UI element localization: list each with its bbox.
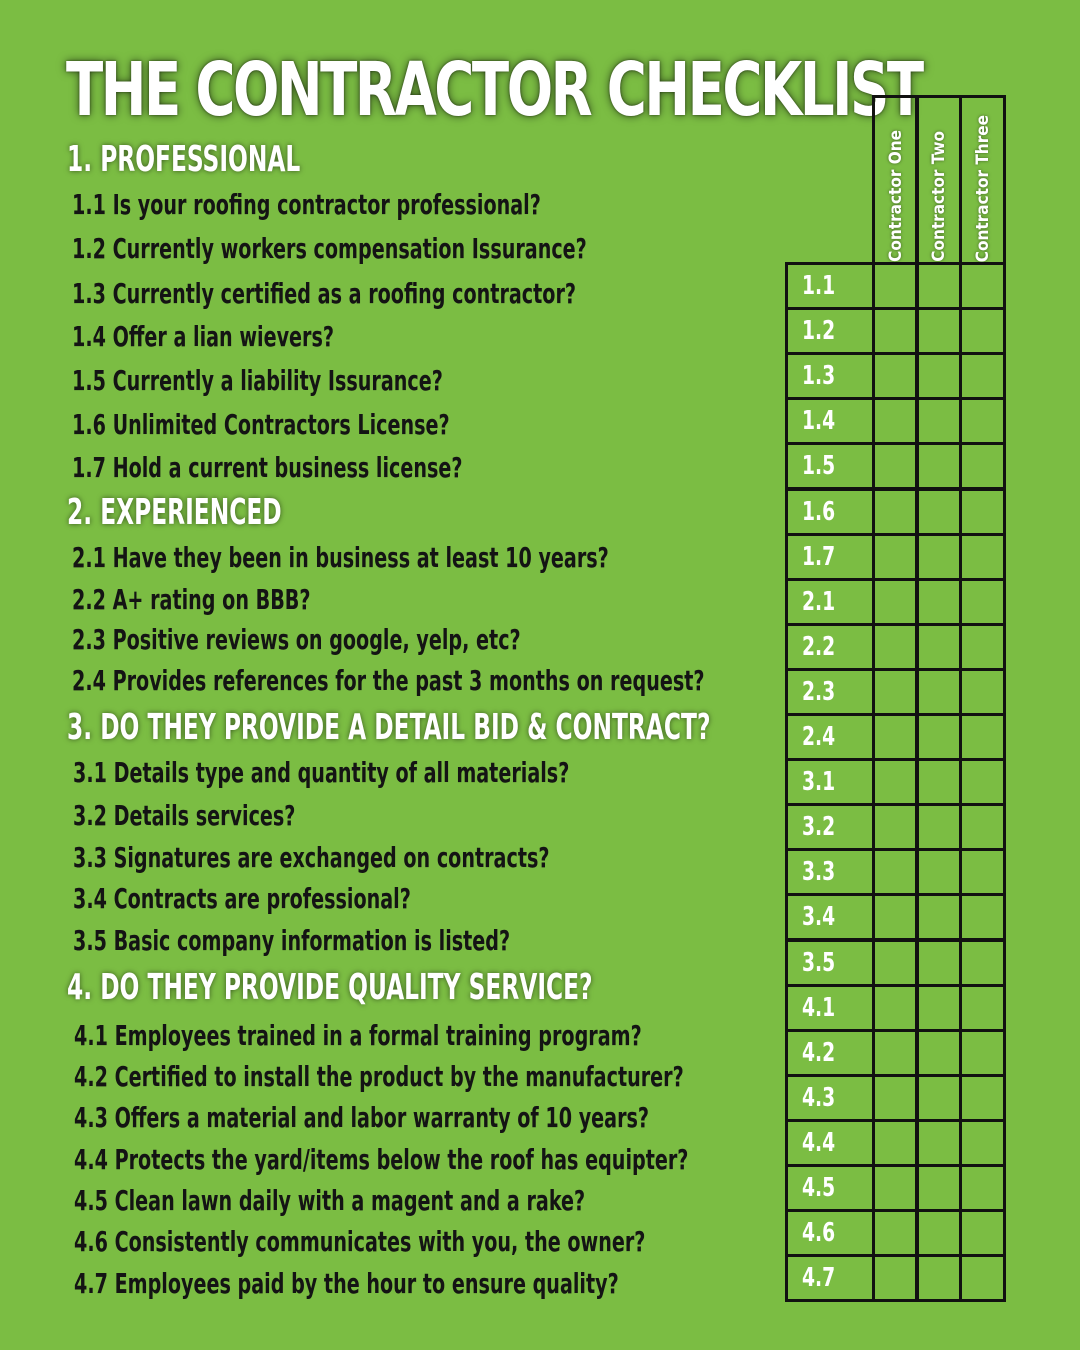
row-label bbox=[785, 713, 875, 761]
checklist-question: 2.2 A+ rating on BBB? bbox=[72, 583, 311, 616]
checklist-question: 4.2 Certified to install the product by the manufacturer? bbox=[74, 1060, 684, 1093]
checkbox-cell[interactable] bbox=[872, 758, 919, 806]
checkbox-cell[interactable] bbox=[915, 488, 962, 536]
row-label-text: 1.4 bbox=[802, 406, 836, 436]
row-label bbox=[785, 803, 875, 851]
section-heading: 4. DO THEY PROVIDE QUALITY SERVICE? bbox=[67, 967, 593, 1008]
checkbox-cell[interactable] bbox=[872, 262, 919, 310]
checkbox-cell[interactable] bbox=[959, 1254, 1006, 1302]
column-header bbox=[915, 95, 962, 265]
checklist-question: 1.5 Currently a liability Issurance? bbox=[72, 364, 443, 397]
checklist-question: 4.4 Protects the yard/items below the roof has equipter? bbox=[74, 1143, 689, 1176]
checkbox-cell[interactable] bbox=[959, 713, 1006, 761]
row-label-text: 1.1 bbox=[802, 271, 836, 301]
row-label-text: 2.3 bbox=[802, 677, 836, 707]
row-label-text: 4.7 bbox=[802, 1263, 836, 1293]
checkbox-cell[interactable] bbox=[872, 397, 919, 445]
column-header-label: Contractor Two bbox=[928, 131, 949, 262]
checkbox-cell[interactable] bbox=[959, 1029, 1006, 1077]
checkbox-cell[interactable] bbox=[959, 578, 1006, 626]
checklist-question: 2.3 Positive reviews on google, yelp, etc? bbox=[72, 623, 521, 656]
checkbox-cell[interactable] bbox=[915, 893, 962, 941]
checkbox-cell[interactable] bbox=[959, 893, 1006, 941]
checkbox-cell[interactable] bbox=[915, 352, 962, 400]
checkbox-cell[interactable] bbox=[872, 352, 919, 400]
checkbox-cell[interactable] bbox=[872, 848, 919, 896]
row-label-text: 3.3 bbox=[802, 857, 836, 887]
row-label bbox=[785, 668, 875, 716]
checklist-question: 4.7 Employees paid by the hour to ensure quality? bbox=[74, 1267, 619, 1300]
row-label bbox=[785, 1254, 875, 1302]
checkbox-cell[interactable] bbox=[915, 848, 962, 896]
column-header bbox=[959, 95, 1006, 265]
checkbox-cell[interactable] bbox=[959, 984, 1006, 1032]
checkbox-cell[interactable] bbox=[915, 939, 962, 987]
checklist-question: 1.3 Currently certified as a roofing contractor? bbox=[72, 277, 577, 310]
checkbox-cell[interactable] bbox=[915, 442, 962, 490]
column-header-label: Contractor Three bbox=[972, 114, 993, 262]
row-label bbox=[785, 758, 875, 806]
checklist-question: 1.7 Hold a current business license? bbox=[72, 451, 463, 484]
checklist-question: 3.2 Details services? bbox=[73, 799, 296, 832]
checkbox-cell[interactable] bbox=[872, 1209, 919, 1257]
checkbox-cell[interactable] bbox=[915, 1074, 962, 1122]
checkbox-cell[interactable] bbox=[872, 1254, 919, 1302]
row-label bbox=[785, 578, 875, 626]
checkbox-cell[interactable] bbox=[872, 578, 919, 626]
checklist-question: 4.1 Employees trained in a formal training program? bbox=[74, 1019, 642, 1052]
checklist-question: 4.6 Consistently communicates with you, the owner? bbox=[74, 1225, 646, 1258]
checkbox-cell[interactable] bbox=[959, 848, 1006, 896]
checkbox-cell[interactable] bbox=[915, 1254, 962, 1302]
row-label-text: 3.1 bbox=[802, 767, 836, 797]
row-label-text: 1.2 bbox=[802, 316, 836, 346]
row-label-text: 1.6 bbox=[802, 497, 836, 527]
row-label bbox=[785, 1209, 875, 1257]
row-label-text: 4.3 bbox=[802, 1083, 836, 1113]
row-label bbox=[785, 1164, 875, 1212]
checkbox-cell[interactable] bbox=[872, 984, 919, 1032]
checkbox-cell[interactable] bbox=[959, 623, 1006, 671]
row-label-text: 2.1 bbox=[802, 587, 836, 617]
checkbox-cell[interactable] bbox=[915, 307, 962, 355]
checklist-question: 2.4 Provides references for the past 3 months on request? bbox=[72, 664, 705, 697]
checklist-question: 4.5 Clean lawn daily with a magent and a rake? bbox=[74, 1184, 586, 1217]
checkbox-cell[interactable] bbox=[915, 623, 962, 671]
checkbox-cell[interactable] bbox=[959, 939, 1006, 987]
checkbox-cell[interactable] bbox=[915, 803, 962, 851]
checkbox-cell[interactable] bbox=[959, 668, 1006, 716]
checkbox-cell[interactable] bbox=[872, 307, 919, 355]
checkbox-cell[interactable] bbox=[959, 352, 1006, 400]
row-label-text: 3.2 bbox=[802, 812, 836, 842]
row-label-text: 4.4 bbox=[802, 1128, 836, 1158]
row-label-text: 2.4 bbox=[802, 722, 836, 752]
checkbox-cell[interactable] bbox=[915, 713, 962, 761]
row-label bbox=[785, 1029, 875, 1077]
checklist-question: 4.3 Offers a material and labor warranty of 10 years? bbox=[74, 1101, 650, 1134]
row-label-text: 4.6 bbox=[802, 1218, 836, 1248]
section-heading: 2. EXPERIENCED bbox=[67, 492, 282, 533]
row-label-text: 4.5 bbox=[802, 1173, 836, 1203]
checkbox-cell[interactable] bbox=[959, 1074, 1006, 1122]
checkbox-cell[interactable] bbox=[959, 488, 1006, 536]
checklist-question: 1.6 Unlimited Contractors License? bbox=[72, 408, 450, 441]
section-heading: 3. DO THEY PROVIDE A DETAIL BID & CONTRACT? bbox=[67, 707, 711, 748]
checklist-question: 1.2 Currently workers compensation Issurance? bbox=[72, 232, 587, 265]
checklist-question: 2.1 Have they been in business at least 10 years? bbox=[72, 541, 609, 574]
checkbox-cell[interactable] bbox=[915, 397, 962, 445]
checkbox-cell[interactable] bbox=[915, 533, 962, 581]
row-label bbox=[785, 533, 875, 581]
page-title: THE CONTRACTOR CHECKLIST bbox=[66, 47, 922, 133]
checkbox-cell[interactable] bbox=[872, 893, 919, 941]
row-label-text: 1.3 bbox=[802, 361, 836, 391]
checklist-question: 3.3 Signatures are exchanged on contracts? bbox=[73, 841, 550, 874]
checklist-question: 3.5 Basic company information is listed? bbox=[73, 924, 511, 957]
checkbox-cell[interactable] bbox=[872, 939, 919, 987]
checkbox-cell[interactable] bbox=[872, 1029, 919, 1077]
checkbox-cell[interactable] bbox=[872, 533, 919, 581]
checkbox-cell[interactable] bbox=[959, 442, 1006, 490]
checkbox-cell[interactable] bbox=[872, 713, 919, 761]
checkbox-cell[interactable] bbox=[959, 397, 1006, 445]
checkbox-cell[interactable] bbox=[959, 262, 1006, 310]
checkbox-cell[interactable] bbox=[915, 1209, 962, 1257]
checkbox-cell[interactable] bbox=[872, 1074, 919, 1122]
checklist-question: 1.4 Offer a lian wievers? bbox=[72, 320, 335, 353]
row-label bbox=[785, 848, 875, 896]
checkbox-cell[interactable] bbox=[915, 984, 962, 1032]
checkbox-cell[interactable] bbox=[915, 668, 962, 716]
checkbox-cell[interactable] bbox=[959, 533, 1006, 581]
row-label bbox=[785, 1119, 875, 1167]
row-label-text: 4.1 bbox=[802, 993, 836, 1023]
row-label-text: 1.5 bbox=[802, 451, 836, 481]
row-label bbox=[785, 488, 875, 536]
column-header-label: Contractor One bbox=[885, 130, 906, 262]
row-label-text: 3.4 bbox=[802, 902, 836, 932]
checkbox-cell[interactable] bbox=[872, 668, 919, 716]
row-label bbox=[785, 352, 875, 400]
row-label-text: 1.7 bbox=[802, 542, 836, 572]
checkbox-cell[interactable] bbox=[959, 1209, 1006, 1257]
checkbox-cell[interactable] bbox=[872, 488, 919, 536]
checkbox-cell[interactable] bbox=[959, 803, 1006, 851]
checkbox-cell[interactable] bbox=[872, 442, 919, 490]
row-label bbox=[785, 623, 875, 671]
row-label bbox=[785, 1074, 875, 1122]
row-label-text: 3.5 bbox=[802, 948, 836, 978]
checkbox-cell[interactable] bbox=[872, 803, 919, 851]
row-label bbox=[785, 939, 875, 987]
checklist-question: 3.1 Details type and quantity of all materials? bbox=[73, 756, 570, 789]
row-label-text: 4.2 bbox=[802, 1038, 836, 1068]
checkbox-cell[interactable] bbox=[872, 1119, 919, 1167]
checkbox-cell[interactable] bbox=[959, 758, 1006, 806]
checkbox-cell[interactable] bbox=[915, 1029, 962, 1077]
checkbox-cell[interactable] bbox=[915, 262, 962, 310]
checkbox-cell[interactable] bbox=[872, 623, 919, 671]
row-label bbox=[785, 397, 875, 445]
checklist-question: 1.1 Is your roofing contractor professional? bbox=[72, 188, 541, 221]
checkbox-cell[interactable] bbox=[915, 1119, 962, 1167]
checklist-question: 3.4 Contracts are professional? bbox=[73, 882, 411, 915]
column-header bbox=[872, 95, 919, 265]
row-label bbox=[785, 442, 875, 490]
checkbox-cell[interactable] bbox=[959, 1119, 1006, 1167]
checkbox-cell[interactable] bbox=[915, 578, 962, 626]
checkbox-cell[interactable] bbox=[915, 758, 962, 806]
row-label bbox=[785, 307, 875, 355]
checkbox-cell[interactable] bbox=[872, 1164, 919, 1212]
row-label-text: 2.2 bbox=[802, 632, 836, 662]
row-label bbox=[785, 893, 875, 941]
checkbox-cell[interactable] bbox=[959, 1164, 1006, 1212]
row-label bbox=[785, 262, 875, 310]
section-heading: 1. PROFESSIONAL bbox=[67, 139, 301, 180]
checkbox-cell[interactable] bbox=[915, 1164, 962, 1212]
row-label bbox=[785, 984, 875, 1032]
checkbox-cell[interactable] bbox=[959, 307, 1006, 355]
